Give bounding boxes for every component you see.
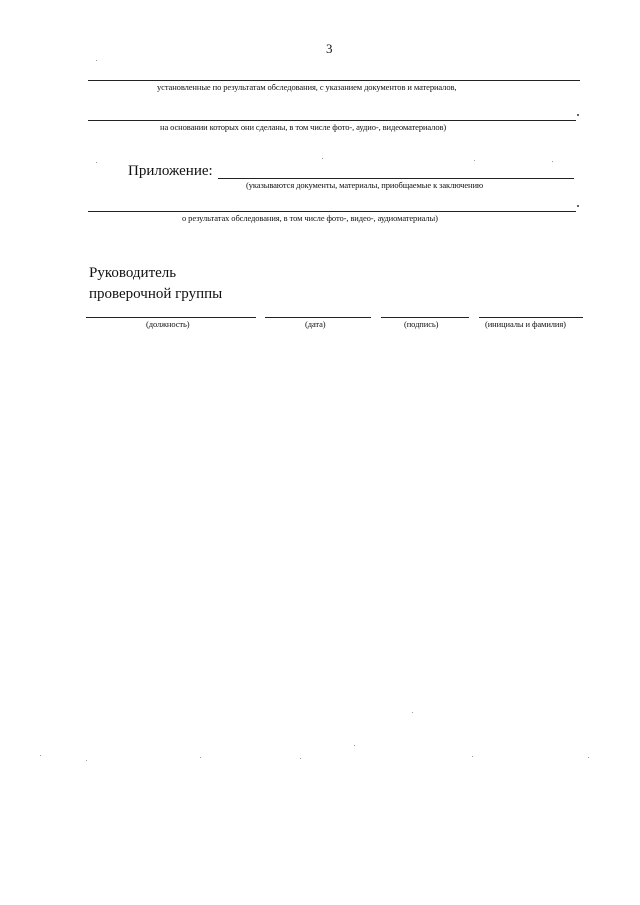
scan-speck [86, 760, 87, 761]
date-field-line [265, 317, 371, 318]
scan-speck [96, 60, 97, 61]
scan-speck [200, 757, 201, 758]
position-field-line [86, 317, 256, 318]
scan-speck [96, 162, 97, 163]
scan-speck [412, 712, 413, 713]
scan-speck [354, 745, 355, 746]
findings-line-2-period [577, 114, 579, 116]
scan-speck [588, 757, 589, 758]
appendix-line-2-period [577, 205, 579, 207]
scan-speck [300, 758, 301, 759]
date-field-caption: (дата) [305, 319, 326, 329]
findings-caption-2: на основании которых они сделаны, в том числе фото-, аудио-, видеоматериалов) [160, 122, 447, 132]
findings-line-1 [88, 80, 580, 81]
scan-speck [472, 756, 473, 757]
page-number: 3 [326, 41, 333, 56]
appendix-label: Приложение: [128, 163, 213, 179]
position-field-caption: (должность) [146, 319, 190, 329]
appendix-caption-2: о результатах обследования, в том числе фото-, видео-, аудиоматериалы) [182, 213, 438, 223]
scan-speck [40, 755, 41, 756]
scan-speck [322, 158, 323, 159]
signature-field-line [381, 317, 469, 318]
head-title-line-2: проверочной группы [89, 286, 223, 302]
scan-speck [474, 160, 475, 161]
signature-field-caption: (подпись) [404, 319, 439, 329]
appendix-line-1 [218, 178, 574, 179]
findings-caption-1: установленные по результатам обследования, с указанием документов и материалов, [157, 82, 457, 92]
appendix-line-2 [88, 211, 576, 212]
findings-line-2 [88, 120, 576, 121]
appendix-caption-1: (указываются документы, материалы, приобщаемые к заключению [246, 180, 484, 190]
head-title-line-1: Руководитель [89, 265, 177, 281]
name-field-caption: (инициалы и фамилия) [485, 319, 566, 329]
name-field-line [479, 317, 583, 318]
scan-speck [552, 161, 553, 162]
